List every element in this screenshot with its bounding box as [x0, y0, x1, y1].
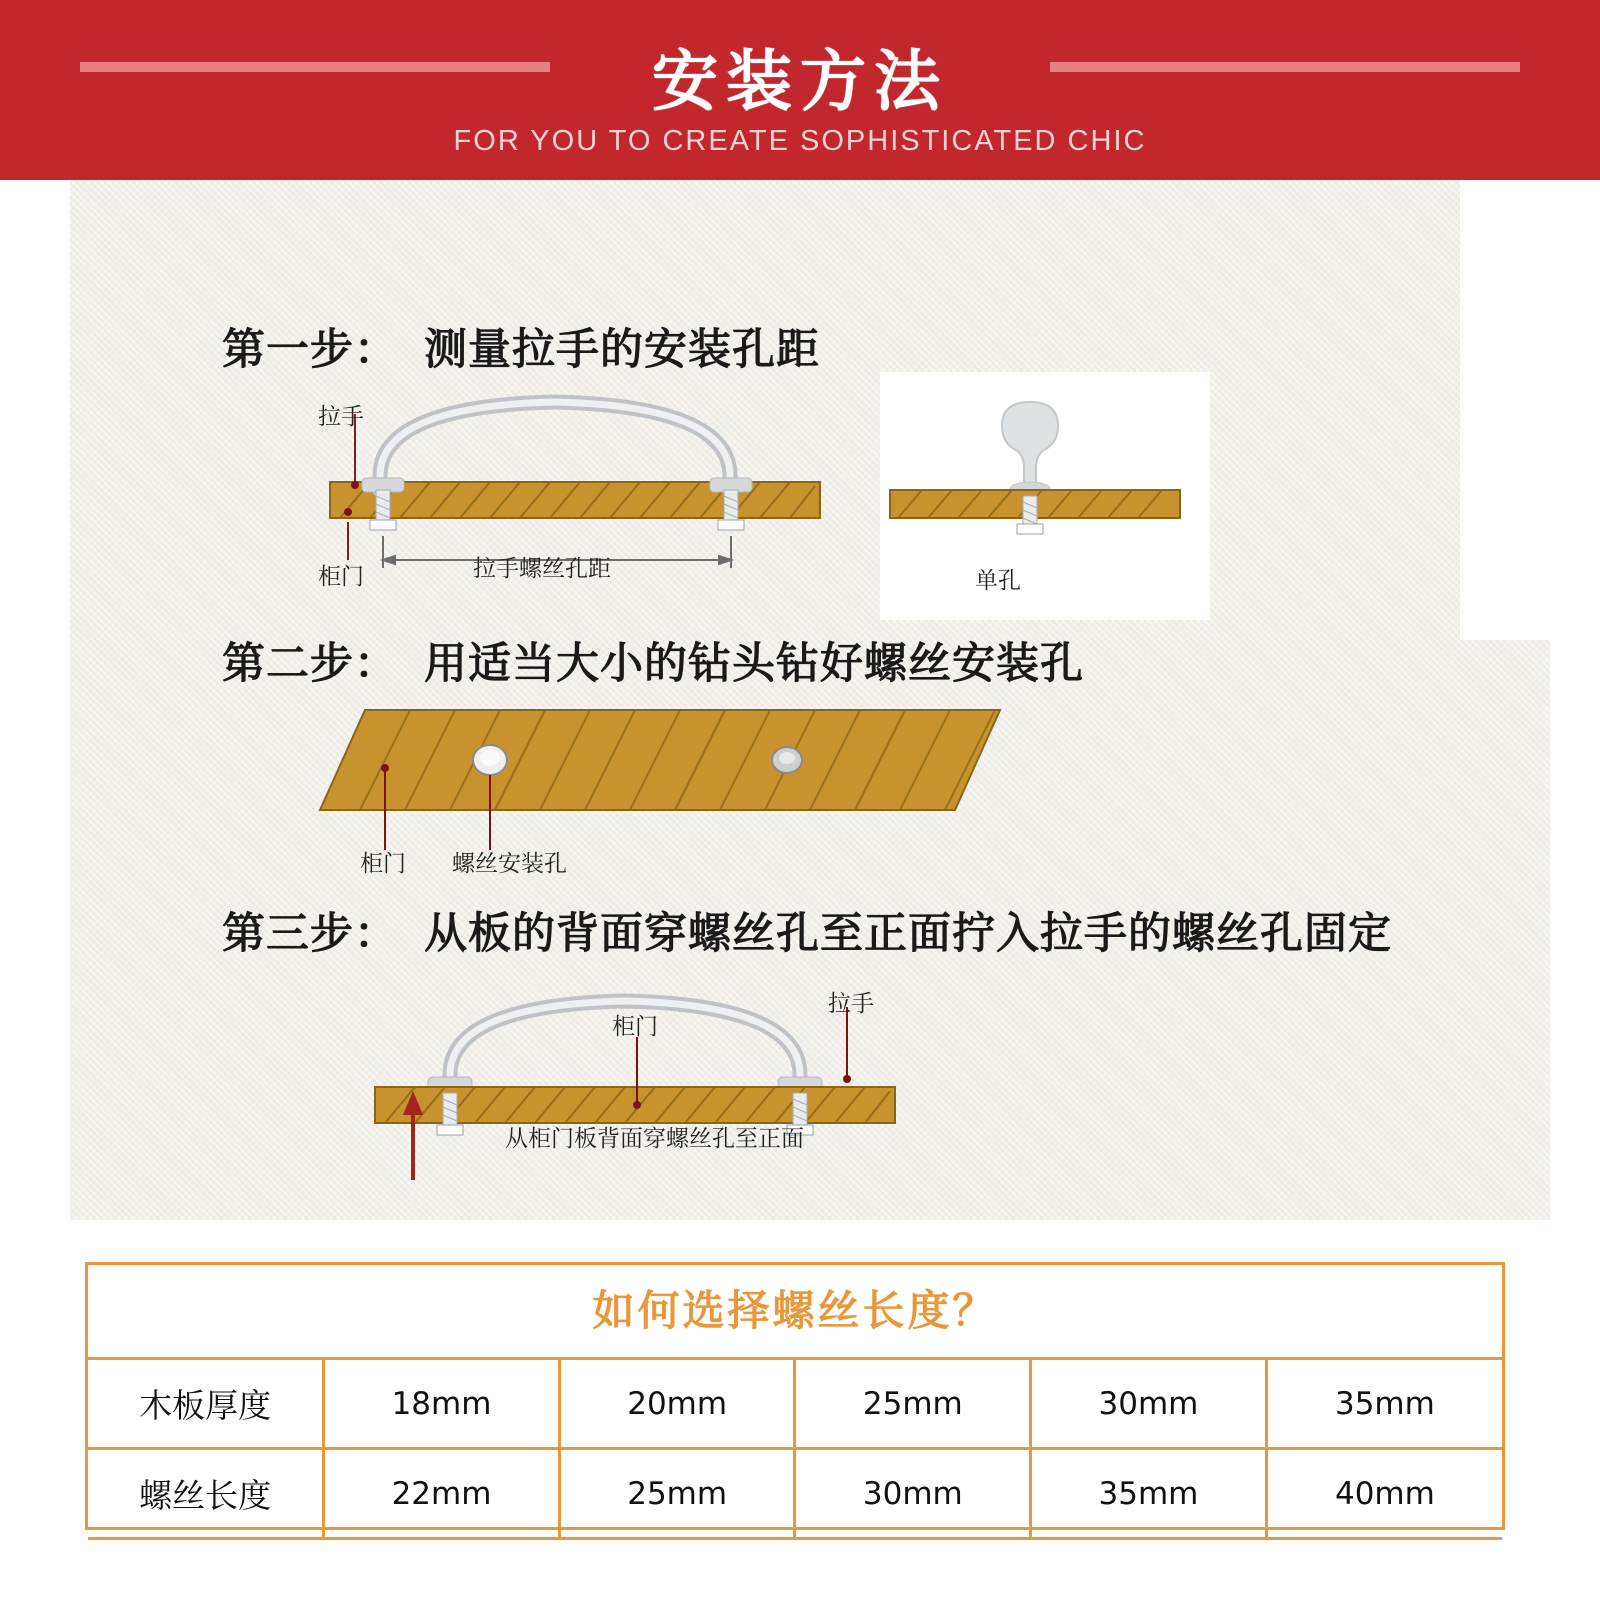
step-3-diagram [350, 975, 970, 1205]
step-1-text: 测量拉手的安装孔距 [424, 325, 820, 375]
step-2-diagram [300, 700, 1020, 880]
label-screw-hole-step2: 螺丝安装孔 [452, 851, 567, 877]
cell-thickness-2: 20mm [559, 1359, 795, 1449]
single-hole-diagram [880, 372, 1210, 620]
page-title: 安装方法 [652, 43, 948, 120]
cell-length-5: 40mm [1266, 1449, 1502, 1539]
handle-icon [362, 402, 752, 492]
label-door-step3: 柜门 [612, 1014, 658, 1040]
screw-hole-icon-right [772, 747, 802, 773]
step-2-number: 第二步： [222, 639, 398, 689]
step-2-text: 用适当大小的钻头钻好螺丝安装孔 [424, 639, 1084, 689]
cell-length-2: 25mm [559, 1449, 795, 1539]
cell-length-3: 30mm [795, 1449, 1031, 1539]
knob-icon [1002, 402, 1058, 496]
cell-thickness-3: 25mm [795, 1359, 1031, 1449]
label-handle-step3: 拉手 [828, 991, 874, 1017]
page-subtitle: FOR YOU TO CREATE SOPHISTICATED CHIC [453, 125, 1147, 157]
single-hole-inset [880, 372, 1210, 620]
row-header-screw-length: 螺丝长度 [88, 1449, 324, 1539]
step-3-heading [222, 900, 1392, 961]
screw-length-grid [88, 1357, 1502, 1540]
step-1-number: 第一步： [222, 325, 398, 375]
drilled-board-icon [320, 710, 1000, 810]
step-2-heading [222, 630, 1084, 691]
step-3-number: 第三步： [222, 909, 398, 959]
leader-dot-handle [351, 481, 359, 489]
cell-thickness-4: 30mm [1031, 1359, 1267, 1449]
label-through-step3: 从柜门板背面穿螺丝孔至正面 [505, 1126, 804, 1152]
step-3-text: 从板的背面穿螺丝孔至正面拧入拉手的螺丝孔固定 [424, 909, 1392, 959]
label-single-hole: 单孔 [975, 568, 1021, 594]
cell-thickness-1: 18mm [324, 1359, 560, 1449]
row-header-board-thickness: 木板厚度 [88, 1359, 324, 1449]
page-header [0, 0, 1600, 180]
cell-length-1: 22mm [324, 1449, 560, 1539]
table-row [88, 1449, 1502, 1539]
cell-thickness-5: 35mm [1266, 1359, 1502, 1449]
leader-dot-door [344, 508, 352, 516]
screw-length-table [85, 1262, 1505, 1530]
cell-length-4: 35mm [1031, 1449, 1267, 1539]
label-handle-step1: 拉手 [318, 404, 364, 430]
label-door-step2: 柜门 [360, 851, 406, 877]
table-row [88, 1359, 1502, 1449]
table-title: 如何选择螺丝长度？ [592, 1286, 998, 1335]
screw-hole-icon-left [473, 745, 507, 775]
step-1-heading [222, 316, 820, 377]
label-door-step1: 柜门 [318, 564, 364, 590]
label-hole-spacing: 拉手螺丝孔距 [473, 556, 611, 582]
